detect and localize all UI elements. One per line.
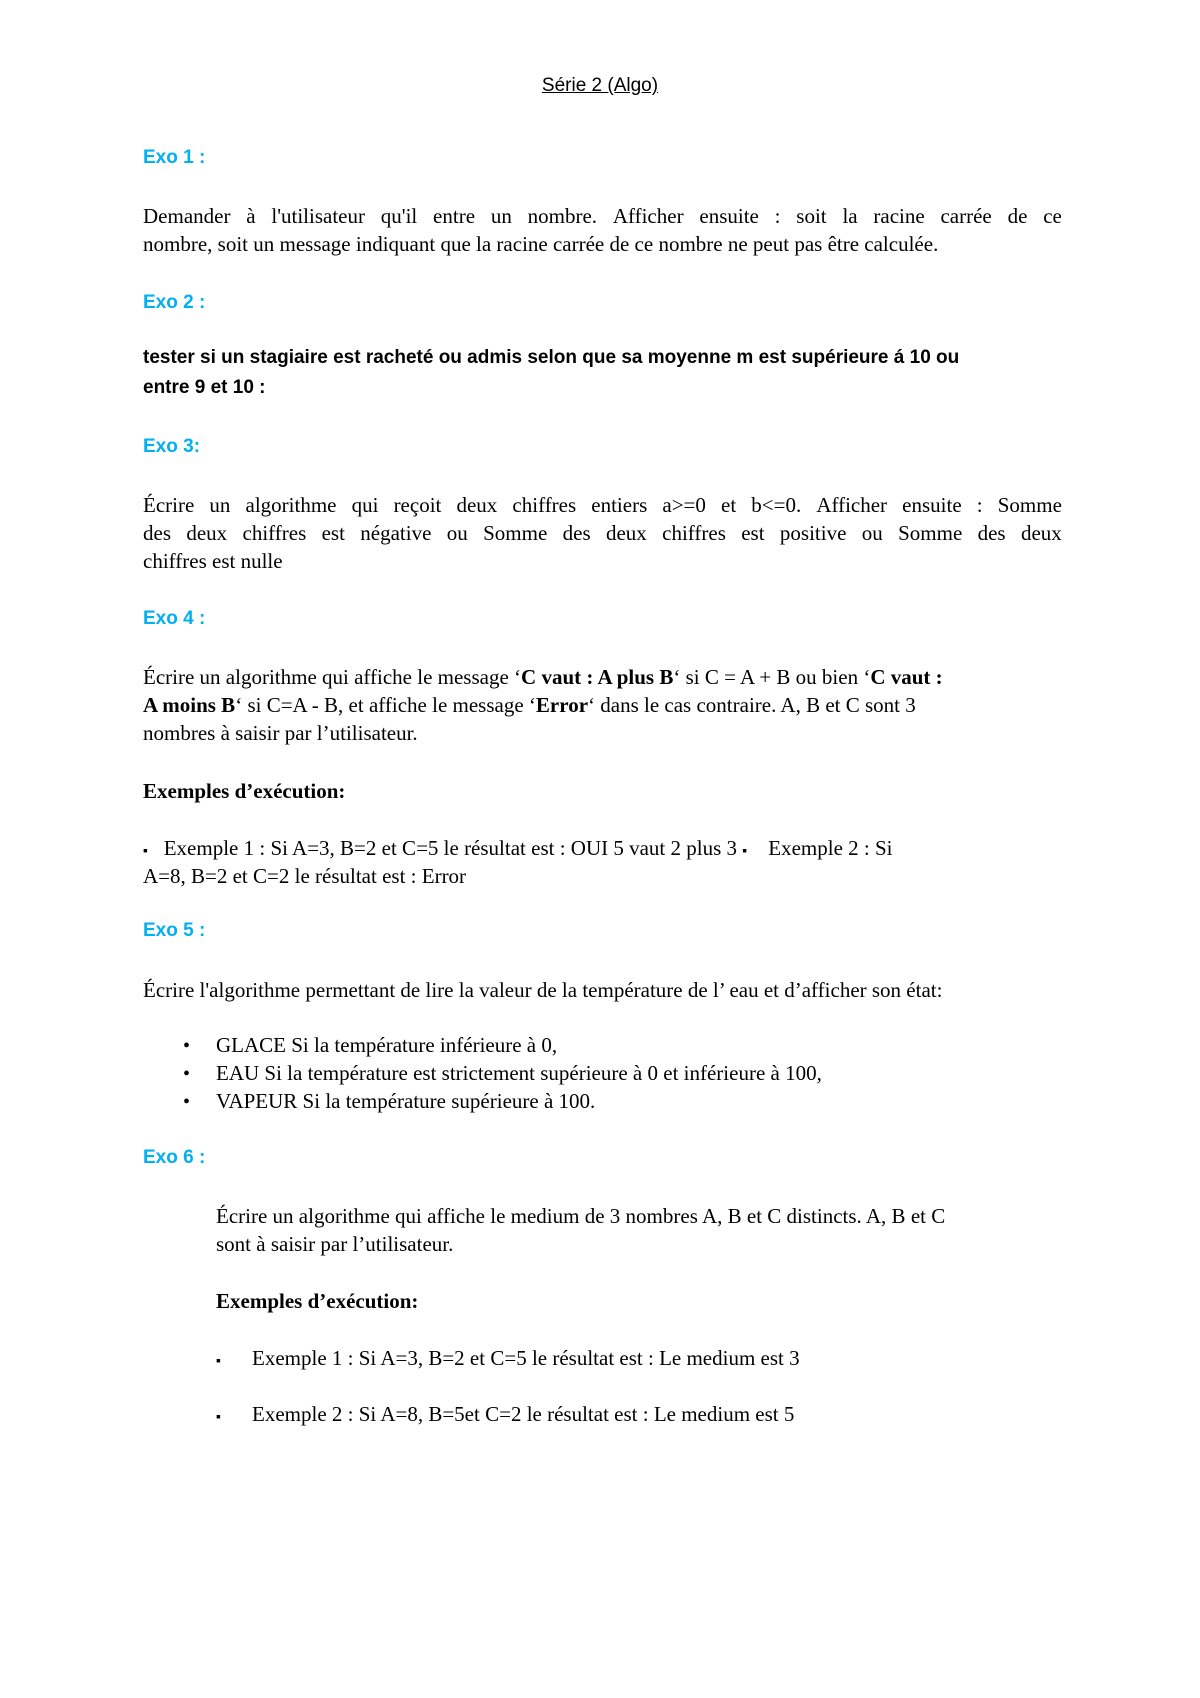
square-bullet-icon: ▪ (216, 1354, 221, 1369)
word: des (143, 521, 171, 545)
word: deux (605, 521, 647, 545)
list-item (183, 1059, 822, 1088)
word: Écrire (143, 493, 195, 517)
exo4-line1 (143, 663, 943, 691)
exo4-examples-heading: Exemples d’exécution: (143, 779, 346, 803)
exo4-line1-part1: Écrire un algorithme qui affiche le message ‘ (143, 665, 522, 689)
exo1-line2: nombre, soit un message indiquant que la racine carrée de ce nombre ne peut pas être calculée. (143, 232, 939, 256)
exo4-example1: Exemple 1 : Si A=3, B=2 et C=5 le résultat est : OUI 5 vaut 2 plus 3 (163, 836, 738, 860)
word: un (490, 204, 512, 228)
exo6-examples-heading: Exemples d’exécution: (216, 1289, 419, 1313)
word: des (562, 521, 591, 545)
word: qui (351, 493, 379, 517)
word: Somme (483, 521, 548, 545)
exo4-line2 (143, 691, 916, 719)
word: et (721, 493, 737, 517)
word: : (976, 493, 983, 517)
exo2-heading: Exo 2 : (143, 292, 206, 313)
word: b<=0. (751, 493, 802, 517)
word: de (1007, 204, 1028, 228)
exo1-heading: Exo 1 : (143, 147, 206, 168)
exo1-line1 (143, 202, 1062, 230)
exo4-heading: Exo 4 : (143, 608, 206, 629)
bullet-icon: • (183, 1035, 191, 1057)
exo3-line3: chiffres est nulle (143, 549, 283, 573)
square-bullet-icon: ▪ (216, 1410, 221, 1425)
exo4-line2-part4: ‘ dans le cas contraire. A, B et C sont 3 (588, 693, 916, 717)
exo2-line2: entre 9 et 10 : (143, 377, 266, 398)
word: deux (456, 493, 498, 517)
word: chiffres (662, 521, 726, 545)
exo6-line2: sont à saisir par l’utilisateur. (216, 1232, 454, 1256)
list-item (183, 1087, 596, 1116)
word: deux (186, 521, 228, 545)
word: négative (360, 521, 432, 545)
exo4-line3: nombres à saisir par l’utilisateur. (143, 721, 418, 745)
bullet-icon: • (183, 1091, 191, 1113)
exo3-line2 (143, 519, 1062, 547)
exo5-item-glace: GLACE Si la température inférieure à 0, (216, 1033, 558, 1057)
exo4-msg-moins-start: C vaut : (870, 665, 943, 689)
exo3-line1 (143, 491, 1062, 519)
exo3-heading: Exo 3: (143, 436, 201, 457)
word: ou (861, 521, 883, 545)
word: Somme (997, 493, 1062, 517)
word: entre (433, 204, 476, 228)
word: est (741, 521, 765, 545)
word: carrée (940, 204, 992, 228)
word: Afficher (612, 204, 684, 228)
word: Afficher (816, 493, 888, 517)
square-bullet-icon: ▪ (143, 844, 148, 859)
list-item (216, 1344, 800, 1376)
exo4-example2-end: A=8, B=2 et C=2 le résultat est : Error (143, 864, 467, 888)
word: à (246, 204, 256, 228)
word: entiers (591, 493, 648, 517)
word: des (977, 521, 1006, 545)
exo4-line1-part3: ‘ si C = A + B ou bien ‘ (673, 665, 871, 689)
word: ensuite (902, 493, 962, 517)
exo5-intro: Écrire l'algorithme permettant de lire la valeur de la température de l’ eau et d’afficher son état: (143, 978, 943, 1002)
word: algorithme (245, 493, 337, 517)
word: positive (779, 521, 847, 545)
square-bullet-icon: ▪ (742, 844, 748, 859)
word: Somme (898, 521, 963, 545)
word: soit (796, 204, 827, 228)
bullet-icon: • (183, 1063, 191, 1085)
exo6-example1: Exemple 1 : Si A=3, B=2 et C=5 le résultat est : Le medium est 3 (252, 1346, 800, 1370)
word: deux (1020, 521, 1062, 545)
word: l'utilisateur (271, 204, 365, 228)
exo4-msg-error: Error (535, 693, 589, 717)
word: racine (873, 204, 925, 228)
exo6-line1: Écrire un algorithme qui affiche le medium de 3 nombres A, B et C distincts. A, B et C (216, 1204, 946, 1228)
exo6-example2: Exemple 2 : Si A=8, B=5et C=2 le résultat est : Le medium est 5 (252, 1402, 795, 1426)
word: qu'il (380, 204, 418, 228)
exo5-heading: Exo 5 : (143, 920, 206, 941)
word: ensuite (699, 204, 759, 228)
exo4-line2-part2: ‘ si C=A - B, et affiche le message ‘ (235, 693, 536, 717)
word: : (774, 204, 781, 228)
exo4-example2-start: Exemple 2 : Si (768, 836, 893, 860)
exo5-item-vapeur: VAPEUR Si la température supérieure à 100. (216, 1089, 596, 1113)
word: la (842, 204, 858, 228)
exo5-item-eau: EAU Si la température est strictement supérieure à 0 et inférieure à 100, (216, 1061, 822, 1085)
exo2-line1: tester si un stagiaire est racheté ou admis selon que sa moyenne m est supérieure á 10 ou (143, 347, 960, 368)
word: nombre. (527, 204, 598, 228)
word: Demander (143, 204, 231, 228)
word: reçoit (393, 493, 442, 517)
list-item (216, 1400, 795, 1432)
exo4-msg-moins-end: A moins B (143, 693, 236, 717)
word: un (209, 493, 231, 517)
word: ce (1043, 204, 1062, 228)
word: ou (446, 521, 468, 545)
list-item (183, 1031, 558, 1060)
word: est (321, 521, 345, 545)
word: a>=0 (662, 493, 706, 517)
word: chiffres (512, 493, 577, 517)
page-title: Série 2 (Algo) (541, 75, 659, 96)
exo6-heading: Exo 6 : (143, 1147, 206, 1168)
exo4-msg-plus: C vaut : A plus B (521, 665, 674, 689)
word: chiffres (242, 521, 307, 545)
